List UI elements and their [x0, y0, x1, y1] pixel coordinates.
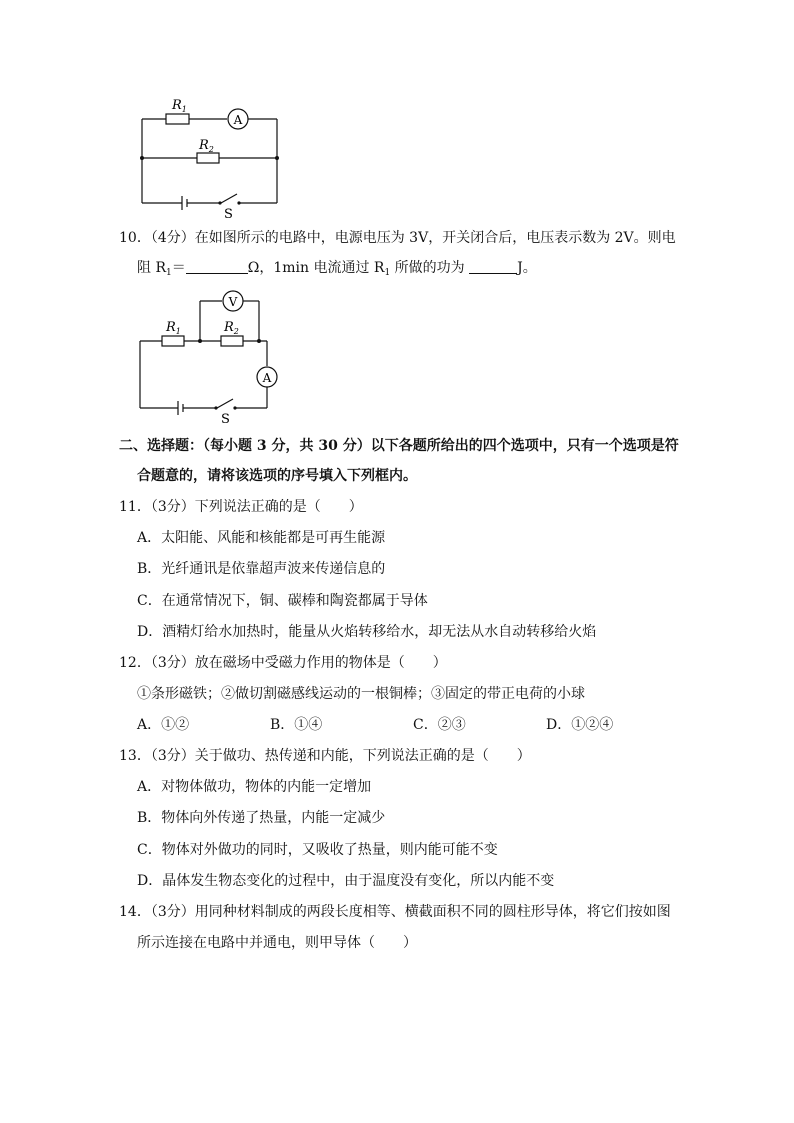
- section-heading-line2: 合题意的，请将该选项的序号填入下列框内。: [137, 468, 417, 484]
- q13-option-c[interactable]: C．物体对外做功的同时，又吸收了热量，则内能可能不变: [137, 842, 498, 858]
- q14-line2: 所示连接在电路中并通电，则甲导体（ ）: [137, 935, 417, 951]
- resistor-r1: [166, 114, 189, 124]
- q12-option-a[interactable]: A．①②: [137, 717, 190, 733]
- q11-option-a[interactable]: A．太阳能、风能和核能都是可再生能源: [137, 530, 386, 546]
- voltmeter-label: V: [228, 295, 238, 309]
- q10-line2: 阻 $R_1= \Omega$，1min 电流通过 $R_1$ 所做的功为 J。: [137, 260, 537, 278]
- r1-label: $R_1$: [166, 320, 181, 336]
- resistor-r2: [221, 336, 243, 346]
- q11-option-c[interactable]: C．在通常情况下，铜、碳棒和陶瓷都属于导体: [137, 593, 428, 609]
- q11-option-b[interactable]: B．光纤通讯是依靠超声波来传递信息的: [137, 561, 386, 577]
- resistor-r1: [162, 336, 184, 346]
- switch-label: S: [221, 412, 230, 427]
- q11-option-d[interactable]: D．酒精灯给水加热时，能量从火焰转移给水，却无法从水自动转移给火焰: [137, 624, 597, 640]
- q13-option-b[interactable]: B．物体向外传递了热量，内能一定减少: [137, 810, 386, 826]
- resistor-r2: [197, 153, 219, 163]
- q13-option-a[interactable]: A．对物体做功，物体的内能一定增加: [137, 779, 372, 795]
- switch-lever: [217, 399, 233, 408]
- q11-stem: 11．（3分）下列说法正确的是（ ）: [119, 499, 363, 515]
- q14-line1: 14．（3分）用同种材料制成的两段长度相等、横截面积不同的圆柱形导体，将它们按如图: [119, 904, 671, 920]
- q13-option-d[interactable]: D．晶体发生物态变化的过程中，由于温度没有变化，所以内能不变: [137, 873, 555, 889]
- q10-line1: 10．（4分）在如图所示的电路中，电源电压为 3V，开关闭合后，电压表示数为 2V。则电: [119, 230, 676, 246]
- r1-label: $R_1$: [172, 98, 187, 114]
- r2-label: $R_2$: [199, 138, 214, 154]
- q12-option-b[interactable]: B．①④: [270, 717, 323, 733]
- r2-label: $R_2$: [224, 320, 239, 336]
- switch-label: S: [224, 207, 233, 222]
- q13-stem: 13．（3分）关于做功、热传递和内能，下列说法正确的是（ ）: [119, 748, 531, 764]
- q12-option-c[interactable]: C．②③: [413, 717, 466, 733]
- q12-stem: 12．（3分）放在磁场中受磁力作用的物体是（ ）: [119, 655, 447, 671]
- q12-option-d[interactable]: D．①②④: [546, 717, 614, 733]
- answer-blank-work[interactable]: [469, 259, 517, 274]
- circuit-diagram-2: [0, 285, 794, 430]
- ammeter-label: A: [262, 371, 272, 385]
- ammeter-label: A: [233, 113, 243, 127]
- q12-items: ①条形磁铁；②做切割磁感线运动的一根铜棒；③固定的带正电荷的小球: [137, 686, 585, 702]
- section-heading-line1: 二、选择题：（每小题 3 分，共 30 分）以下各题所给出的四个选项中，只有一个选项是符: [119, 438, 679, 454]
- switch-lever: [221, 194, 237, 203]
- circuit-diagram-1: [0, 0, 794, 230]
- answer-blank-resistance[interactable]: [186, 259, 248, 274]
